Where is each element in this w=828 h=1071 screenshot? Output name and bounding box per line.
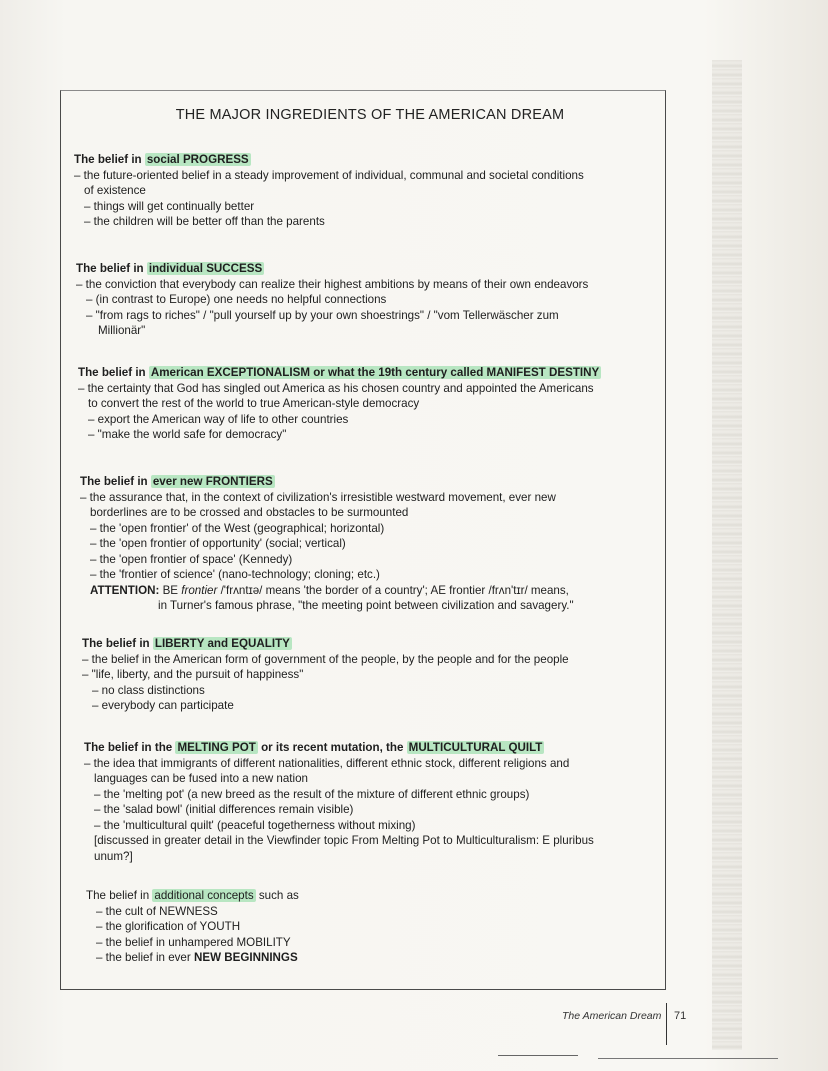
sub-bullet: – (in contrast to Europe) one needs no helpful connections <box>86 293 387 306</box>
sub-bullet: – the 'multicultural quilt' (peaceful togetherness without mixing) <box>94 818 416 832</box>
sub-bullet: – "make the world safe for democracy" <box>88 428 287 441</box>
section-melting-pot <box>84 740 594 864</box>
sub-bullet: – "from rags to riches" / "pull yourself up by your own shoestrings" / "vom Tellerwäscher zum <box>86 308 559 322</box>
section-heading: The belief in the MELTING POT or its recent mutation, the MULTICULTURAL QUILT <box>84 741 543 754</box>
sub-bullet: – the 'open frontier of opportunity' (social; vertical) <box>90 537 346 550</box>
bullet-continuation: languages can be fused into a new nation <box>94 772 309 785</box>
sub-bullet: – the glorification of YOUTH <box>96 920 241 933</box>
sub-bullet: – no class distinctions <box>92 683 205 697</box>
sub-bullet: – things will get continually better <box>84 199 255 213</box>
bullet-line: – "life, liberty, and the pursuit of happiness" <box>82 668 304 681</box>
section-heading: The belief in individual SUCCESS <box>76 262 263 275</box>
bullet-line: – the idea that immigrants of different nationalities, different ethnic stock, different religions and <box>84 756 570 770</box>
bracket-note: [discussed in greater detail in the Viewfinder topic From Melting Pot to Multiculturalism: E pluribus <box>94 834 594 847</box>
sub-bullet: – export the American way of life to other countries <box>88 412 349 426</box>
bullet-continuation: to convert the rest of the world to true American-style democracy <box>88 397 420 410</box>
section-additional <box>86 888 299 966</box>
sub-bullet: – the 'salad bowl' (initial differences remain visible) <box>94 803 354 816</box>
sub-bullet: – the children will be better off than the parents <box>84 215 325 228</box>
scan-edge <box>712 60 742 1050</box>
attention-continuation: in Turner's famous phrase, "the meeting point between civilization and savagery." <box>158 599 574 612</box>
bullet-continuation: of existence <box>84 184 146 197</box>
page-number: 71 <box>674 1010 687 1022</box>
sub-bullet: – the 'melting pot' (a new breed as the result of the mixture of different ethnic groups) <box>94 787 530 801</box>
section-exceptionalism <box>78 365 601 443</box>
bullet-line: – the conviction that everybody can realize their highest ambitions by means of their own endeavors <box>76 277 589 291</box>
sub-bullet: – the 'frontier of science' (nano-technology; cloning; etc.) <box>90 568 380 581</box>
section-liberty <box>82 636 569 714</box>
section-heading: The belief in American EXCEPTIONALISM or what the 19th century called MANIFEST DESTINY <box>78 366 600 379</box>
section-heading: The belief in LIBERTY and EQUALITY <box>82 637 290 650</box>
bullet-line: – the belief in the American form of government of the people, by the people and for the people <box>82 652 569 666</box>
page-title: THE MAJOR INGREDIENTS OF THE AMERICAN DREAM <box>175 107 565 123</box>
section-frontiers <box>80 474 574 614</box>
bracket-note-continuation: unum?] <box>94 849 133 863</box>
sub-bullet: – the cult of NEWNESS <box>96 904 218 918</box>
sub-bullet: – everybody can participate <box>92 699 234 712</box>
bottom-rule <box>498 1055 578 1056</box>
section-heading: The belief in additional concepts such as <box>86 889 299 902</box>
bullet-line: – the certainty that God has singled out America as his chosen country and appointed the Americans <box>78 381 594 395</box>
section-progress <box>74 152 584 230</box>
section-success <box>76 261 588 339</box>
attention-note: ATTENTION: BE frontier /'frʌntɪə/ means 'the border of a country'; AE frontier /frʌn'tɪr/ means, <box>90 583 569 597</box>
sub-bullet: – the 'open frontier' of the West (geographical; horizontal) <box>90 521 385 535</box>
sub-bullet: – the belief in ever NEW BEGINNINGS <box>96 951 298 964</box>
sub-bullet: – the 'open frontier of space' (Kennedy) <box>90 552 293 566</box>
bottom-rule <box>598 1058 778 1059</box>
footer-divider <box>666 1003 667 1045</box>
bullet-line: – the assurance that, in the context of civilization's irresistible westward movement, ever new <box>80 490 556 504</box>
section-heading: The belief in ever new FRONTIERS <box>80 475 273 488</box>
sub-bullet-continuation: Millionär" <box>98 324 146 337</box>
footer-book-title: The American Dream <box>562 1010 662 1022</box>
bullet-line: – the future-oriented belief in a steady improvement of individual, communal and societal conditions <box>74 168 584 182</box>
bullet-continuation: borderlines are to be crossed and obstacles to be surmounted <box>90 506 409 519</box>
sub-bullet: – the belief in unhampered MOBILITY <box>96 935 291 949</box>
section-heading: The belief in social PROGRESS <box>74 153 249 166</box>
